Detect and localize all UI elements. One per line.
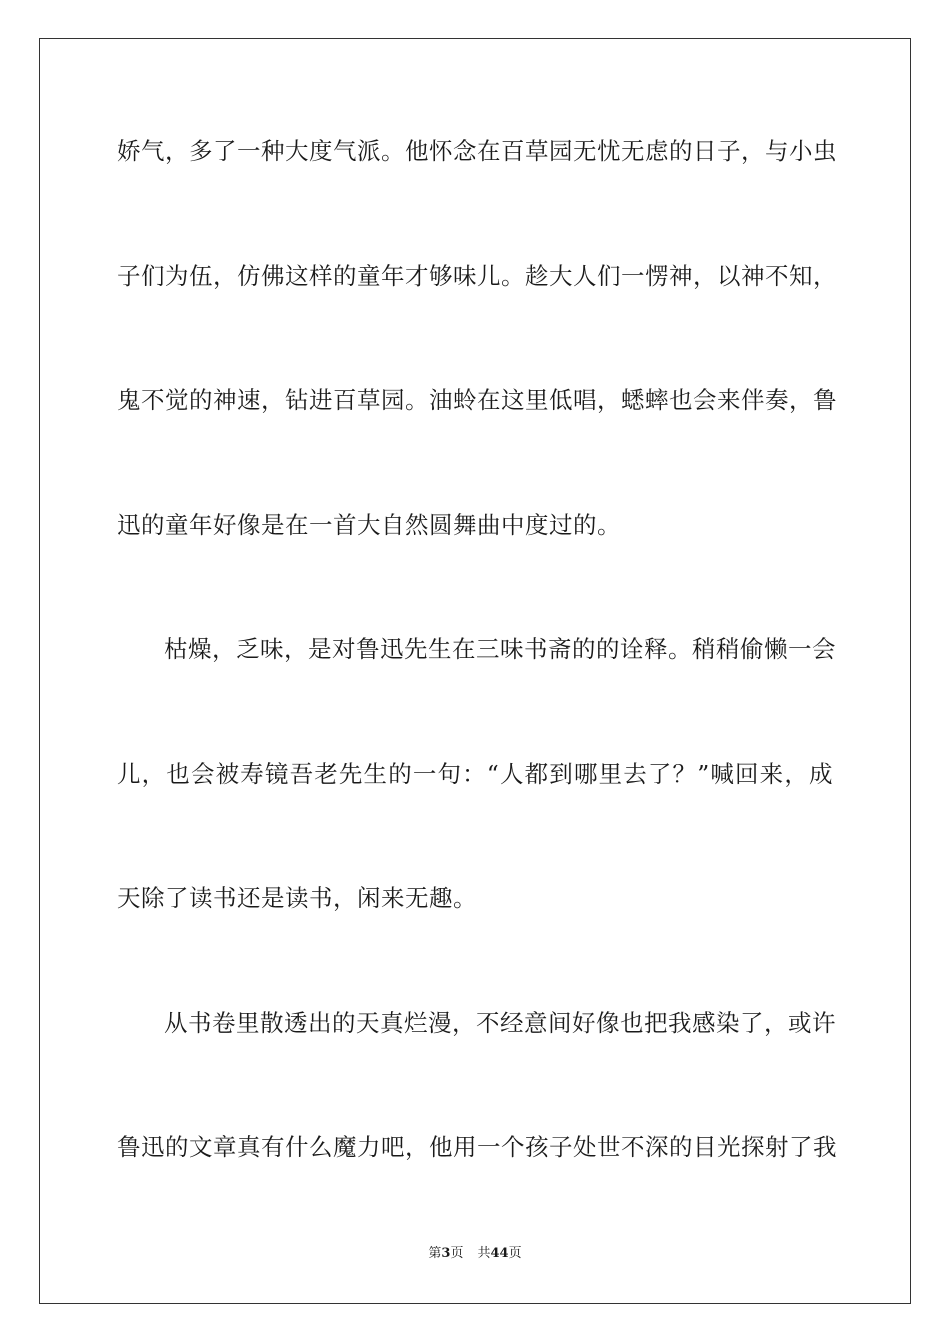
page-number: 3 <box>441 1246 451 1261</box>
text-line: 儿，也会被寿镜吾老先生的一句：“人都到哪里去了？”喊回来，成 <box>117 760 833 788</box>
text-line: 从书卷里散透出的天真烂漫，不经意间好像也把我感染了，或许 <box>164 1009 836 1037</box>
total-prefix: 共 <box>477 1246 491 1261</box>
text-line: 枯燥，乏味，是对鲁迅先生在三味书斋的的诠释。稍稍偷懒一会 <box>164 635 836 663</box>
text-line: 娇气，多了一种大度气派。他怀念在百草园无忧无虑的日子，与小虫 <box>117 137 837 165</box>
page-border <box>39 38 911 1304</box>
page-suffix: 页 <box>450 1246 464 1261</box>
text-line: 鬼不觉的神速，钻进百草园。油蛉在这里低唱，蟋蟀也会来伴奏，鲁 <box>117 386 837 414</box>
total-pages: 44 <box>490 1246 509 1261</box>
page-prefix: 第 <box>428 1246 442 1261</box>
text-line: 迅的童年好像是在一首大自然圆舞曲中度过的。 <box>117 511 621 539</box>
text-line: 鲁迅的文章真有什么魔力吧，他用一个孩子处世不深的目光探射了我 <box>117 1133 837 1161</box>
text-line: 子们为伍，仿佛这样的童年才够味儿。趁大人们一愣神，以神不知， <box>117 262 837 290</box>
total-suffix: 页 <box>508 1246 522 1261</box>
page-footer <box>0 1244 950 1264</box>
text-line: 天除了读书还是读书，闲来无趣。 <box>117 884 477 912</box>
